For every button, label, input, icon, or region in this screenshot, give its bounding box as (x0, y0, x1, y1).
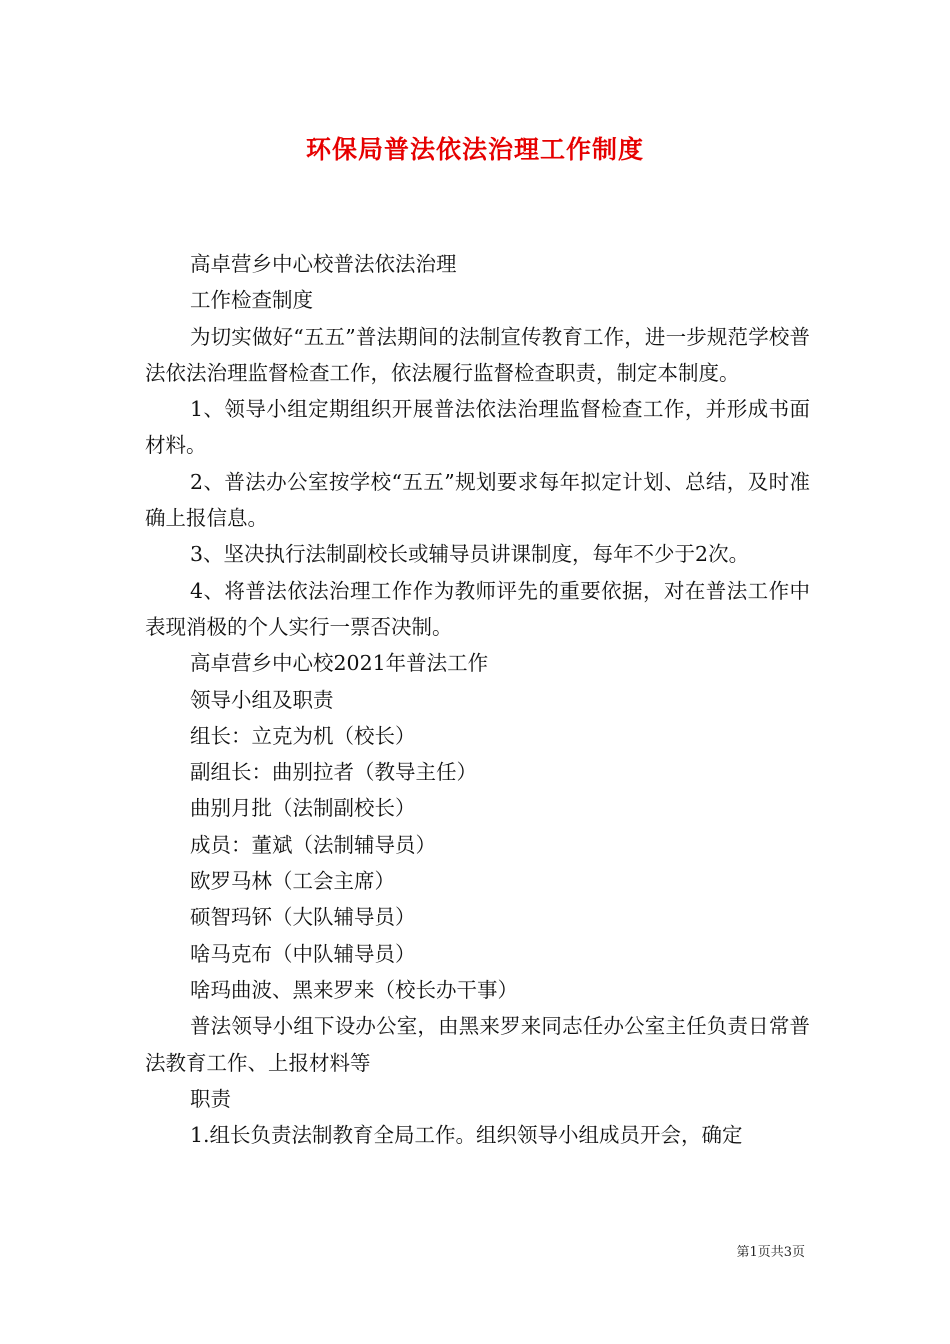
paragraph: 成员：董斌（法制辅导员） (190, 832, 436, 857)
paragraph: 4、将普法依法治理工作作为教师评先的重要依据，对在普法工作中表现消极的个人实行一票否决制。 (145, 578, 810, 639)
paragraph: 高卓营乡中心校普法依法治理 (190, 252, 457, 276)
paragraph: 2、普法办公室按学校“五五”规划要求每年拟定计划、总结，及时准确上报信息。 (145, 469, 810, 531)
paragraph: 普法领导小组下设办公室，由黑来罗来同志任办公室主任负责日常普法教育工作、上报材料等 (145, 1014, 810, 1075)
paragraph: 硕智玛钚（大队辅导员） (190, 905, 416, 930)
document-body (145, 246, 810, 1153)
paragraph: 欧罗马林（工会主席） (190, 869, 395, 894)
paragraph: 领导小组及职责 (190, 687, 334, 712)
document-title: 环保局普法依法治理工作制度 (305, 135, 644, 164)
paragraph: 啥玛曲波、黑来罗来（校长办干事） (190, 977, 518, 1002)
paragraph: 高卓营乡中心校2021年普法工作 (190, 651, 489, 676)
page-number: 第1页共3页 (736, 1245, 805, 1260)
paragraph: 3、坚决执行法制副校长或辅导员讲课制度，每年不少于2次。 (190, 542, 750, 567)
paragraph: 组长：立克为机（校长） (190, 723, 416, 748)
paragraph: 为切实做好“五五”普法期间的法制宣传教育工作，进一步规范学校普法依法治理监督检查工作，依法履行监督检查职责，制定本制度。 (145, 324, 810, 385)
paragraph: 曲别月批（法制副校长） (190, 796, 416, 821)
paragraph: 啥马克布（中队辅导员） (190, 941, 416, 966)
paragraph: 职责 (190, 1086, 231, 1111)
paragraph: 副组长：曲别拉者（教导主任） (190, 760, 477, 785)
paragraph: 1.组长负责法制教育全局工作。组织领导小组成员开会，确定 (190, 1123, 743, 1148)
paragraph: 1、领导小组定期组织开展普法依法治理监督检查工作，并形成书面材料。 (145, 397, 810, 458)
paragraph: 工作检查制度 (190, 288, 313, 313)
